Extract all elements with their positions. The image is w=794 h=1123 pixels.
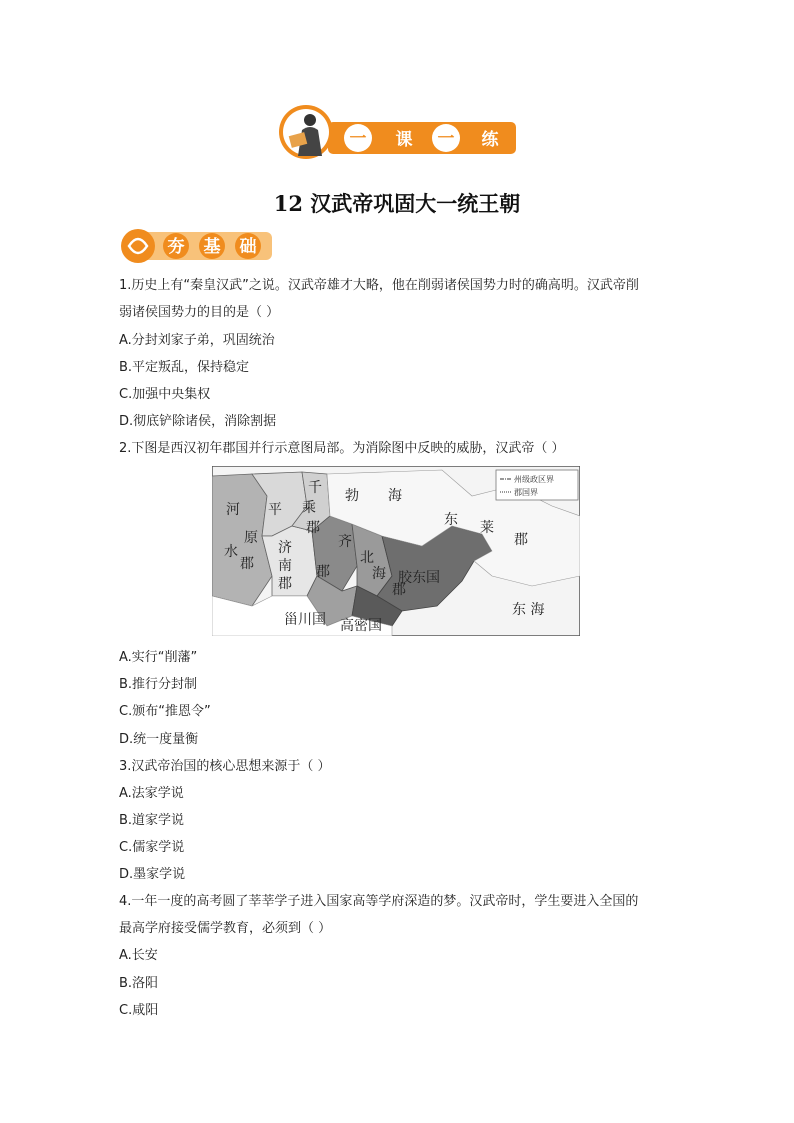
map-label: 济 <box>278 540 292 556</box>
map-label: 海 <box>388 488 402 504</box>
q3-option-a[interactable]: A.法家学说 <box>119 786 184 801</box>
map-label: 郡 <box>514 532 528 548</box>
map-label: 乘 <box>302 500 316 516</box>
q2-option-a[interactable]: A.实行“削藩” <box>119 650 198 665</box>
q4-option-c[interactable]: C.咸阳 <box>119 1003 159 1018</box>
map-label: 南 <box>278 558 292 574</box>
q4-option-a[interactable]: A.长安 <box>119 948 158 963</box>
section-char-1: 夯 <box>167 237 185 257</box>
map-legend <box>496 470 578 500</box>
q4-option-b[interactable]: B.洛阳 <box>119 976 159 991</box>
q3-option-d[interactable]: D.墨家学说 <box>119 867 186 882</box>
q4-stem-line2: 最高学府接受儒学教育，必须到（ ） <box>119 921 332 936</box>
q2-option-b[interactable]: B.推行分封制 <box>119 677 198 692</box>
map-label: 郡 <box>392 582 406 598</box>
map-label: 甾川国 <box>284 612 326 628</box>
section-badge <box>118 226 278 264</box>
q1-option-d[interactable]: D.彻底铲除诸侯，消除割据 <box>119 414 277 429</box>
map-label: 东 <box>444 512 458 528</box>
section-icon <box>121 229 155 263</box>
legend-item-2: 郡国界 <box>514 488 538 497</box>
section-char-3: 础 <box>239 237 257 257</box>
map-label: 原 <box>244 530 258 546</box>
map-label: 勃 <box>345 488 359 504</box>
legend-item-1: 州级政区界 <box>514 475 554 484</box>
map-label: 郡 <box>306 520 320 536</box>
q1-stem-line2: 弱诸侯国势力的目的是（ ） <box>119 305 280 320</box>
q4-stem-line1: 4.一年一度的高考圆了莘莘学子进入国家高等学府深造的梦。汉武帝时，学生要进入全国的 <box>119 894 639 909</box>
section-char-2: 基 <box>203 237 221 257</box>
q3-option-c[interactable]: C.儒家学说 <box>119 840 185 855</box>
q1-stem-line1: 1.历史上有“秦皇汉武”之说。汉武帝雄才大略，他在削弱诸侯国势力时的确高明。汉武帝削 <box>119 278 639 293</box>
map-label: 东 海 <box>512 602 545 618</box>
q3-option-b[interactable]: B.道家学说 <box>119 813 185 828</box>
banner-char-1: 一 <box>349 129 367 149</box>
q1-option-c[interactable]: C.加强中央集权 <box>119 387 211 402</box>
western-han-map <box>212 466 580 636</box>
q3-stem: 3.汉武帝治国的核心思想来源于（ ） <box>119 759 331 774</box>
map-label: 北 <box>360 550 374 566</box>
banner-char-2: 课 <box>395 130 413 150</box>
map-label: 千 <box>308 480 322 496</box>
map-label: 海 <box>372 566 386 582</box>
map-label: 平 <box>268 502 282 518</box>
map-label: 齐 <box>338 534 352 550</box>
q1-option-a[interactable]: A.分封刘家子弟，巩固统治 <box>119 333 275 348</box>
map-label: 莱 <box>480 520 494 536</box>
q2-stem: 2.下图是西汉初年郡国并行示意图局部。为消除图中反映的威胁，汉武帝（ ） <box>119 441 565 456</box>
banner-char-3: 一 <box>437 129 455 149</box>
map-label: 水 <box>224 544 238 560</box>
q2-option-c[interactable]: C.颁布“推恩令” <box>119 704 211 719</box>
page-title: 12 汉武帝巩固大一统王朝 <box>273 191 521 216</box>
q2-option-d[interactable]: D.统一度量衡 <box>119 732 199 747</box>
map-label: 河 <box>226 502 240 518</box>
map-label: 郡 <box>278 576 292 592</box>
banner-char-4: 练 <box>481 130 499 150</box>
map-label: 高密国 <box>340 618 382 634</box>
map-label: 郡 <box>316 564 330 580</box>
map-label: 胶东国 <box>398 570 440 586</box>
lesson-banner <box>276 104 520 160</box>
q1-option-b[interactable]: B.平定叛乱，保持稳定 <box>119 360 250 375</box>
map-label: 郡 <box>240 556 254 572</box>
